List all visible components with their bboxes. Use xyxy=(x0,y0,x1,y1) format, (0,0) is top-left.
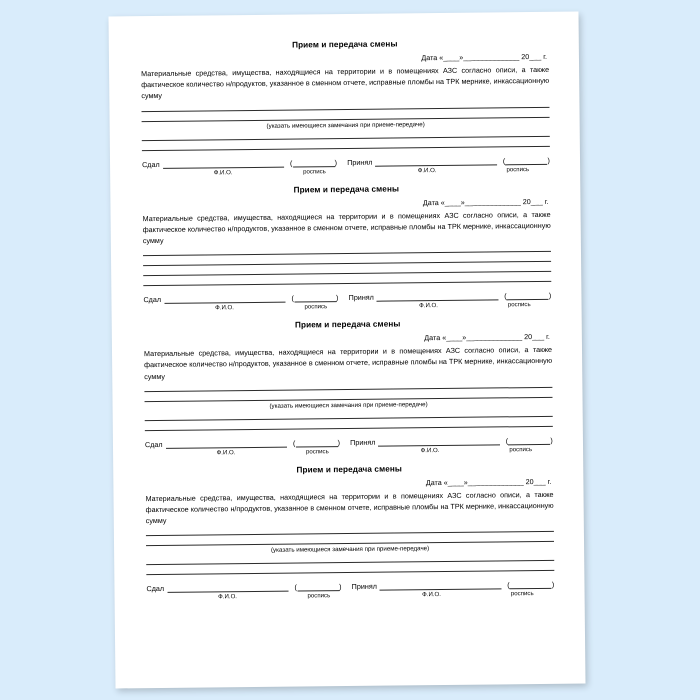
caption-fio: Ф.И.О. xyxy=(419,302,439,310)
received-label: Принял xyxy=(348,292,374,303)
handed-label: Сдал xyxy=(146,584,165,594)
caption-sign: роспись xyxy=(304,303,328,311)
handed-label: Сдал xyxy=(144,439,163,449)
notes-line[interactable] xyxy=(143,271,551,276)
shift-handover-block xyxy=(145,463,554,602)
shift-handover-block xyxy=(141,38,550,177)
notes-line[interactable] xyxy=(144,387,552,392)
received-name-field[interactable] xyxy=(380,582,501,591)
received-name-field[interactable] xyxy=(377,293,498,302)
caption-fio: Ф.И.О. xyxy=(420,446,440,455)
shift-handover-block xyxy=(144,318,553,457)
caption-fio: Ф.И.О. xyxy=(216,449,236,457)
handed-sign-field[interactable]: ( ) xyxy=(294,582,342,593)
caption-fio: Ф.И.О. xyxy=(213,168,233,176)
received-sign-field[interactable]: ( ) xyxy=(504,291,552,301)
caption-sign: роспись xyxy=(307,592,331,600)
received-sign-field[interactable]: ( ) xyxy=(507,580,555,590)
notes-line[interactable] xyxy=(146,531,554,536)
received-label: Принял xyxy=(347,157,373,167)
caption-sign: роспись xyxy=(506,165,530,173)
notes-line[interactable] xyxy=(143,281,551,286)
block-body-text: Материальные средства, имущества, находящиеся на территории и в помещениях АЗС согласно описи, а также фактическое количество н/продуктов, указанное в сменном отчете, исправные пломбы на ТРК мернике, инкассационную сумму xyxy=(142,209,551,246)
received-name-field[interactable] xyxy=(375,157,496,166)
handed-label: Сдал xyxy=(143,295,162,305)
handed-name-field[interactable] xyxy=(164,295,285,304)
handed-name-field[interactable] xyxy=(166,439,287,448)
document-page xyxy=(108,12,585,689)
received-sign-field[interactable]: ( ) xyxy=(505,435,554,446)
notes-lines xyxy=(143,251,551,286)
notes-hint: (указать имеющиеся замечания при приеме-передаче) xyxy=(266,120,425,130)
date-line: Дата «____»______________ 20___ г. xyxy=(421,51,547,63)
received-label: Принял xyxy=(351,582,377,592)
notes-line[interactable] xyxy=(146,560,554,565)
block-body-text: Материальные средства, имущества, находящиеся на территории и в помещениях АЗС согласно описи, а также фактическое количество н/продуктов, указанное в сменном отчете, исправные пломбы на ТРК мернике, инкассационную сумму xyxy=(141,64,550,101)
handed-label: Сдал xyxy=(141,159,160,169)
handed-sign-field[interactable]: ( ) xyxy=(292,437,341,448)
handed-name-field[interactable] xyxy=(163,159,284,168)
notes-line[interactable] xyxy=(145,426,553,431)
notes-lines-extra xyxy=(142,135,550,150)
notes-hint: (указать имеющиеся замечания при приеме-передаче) xyxy=(270,545,430,555)
notes-line[interactable] xyxy=(143,261,551,266)
notes-line[interactable] xyxy=(142,145,550,150)
shift-handover-block xyxy=(142,182,551,312)
handed-sign-field[interactable]: ( ) xyxy=(289,157,338,168)
caption-fio: Ф.И.О. xyxy=(422,591,442,599)
handed-sign-field[interactable]: ( ) xyxy=(291,293,339,303)
handed-name-field[interactable] xyxy=(167,584,288,593)
caption-sign: роспись xyxy=(509,445,533,454)
notes-line[interactable] xyxy=(146,570,554,575)
date-line: Дата «____»______________ 20___ г. xyxy=(424,332,550,343)
caption-fio: Ф.И.О. xyxy=(218,593,238,601)
block-title: Прием и передача смены xyxy=(292,39,398,50)
document-content xyxy=(141,38,556,678)
notes-hint: (указать имеющиеся замечания при приеме-передаче) xyxy=(269,400,428,410)
notes-line[interactable] xyxy=(143,251,551,256)
block-body-text: Материальные средства, имущества, находящиеся на территории и в помещениях АЗС согласно описи, а также фактическое количество н/продуктов, указанное в сменном отчете, исправные пломбы на ТРК мернике, инкассационную сумму xyxy=(143,345,553,381)
date-line: Дата «____»______________ 20___ г. xyxy=(422,196,549,207)
received-name-field[interactable] xyxy=(378,437,499,446)
caption-fio: Ф.И.О. xyxy=(417,166,437,174)
notes-lines-extra xyxy=(145,416,553,431)
block-title: Прием и передача смены xyxy=(296,464,403,475)
caption-sign: роспись xyxy=(305,448,329,456)
received-label: Принял xyxy=(350,437,376,447)
date-line: Дата «____»______________ 20___ г. xyxy=(425,476,552,488)
received-sign-field[interactable]: ( ) xyxy=(502,155,551,165)
notes-line[interactable] xyxy=(141,106,549,111)
caption-sign: роспись xyxy=(510,590,534,598)
block-title: Прием и передача смены xyxy=(293,184,400,195)
caption-sign: роспись xyxy=(507,301,531,309)
notes-lines-extra xyxy=(146,560,554,575)
caption-fio: Ф.И.О. xyxy=(215,304,235,312)
caption-sign: роспись xyxy=(303,167,326,176)
notes-line[interactable] xyxy=(145,416,553,421)
block-title: Прием и передача смены xyxy=(294,319,401,330)
block-body-text: Материальные средства, имущества, находящиеся на территории и в помещениях АЗС согласно описи, а также фактическое количество н/продуктов, указанное в сменном отчете, исправные пломбы на ТРК мернике, инкассационную сумму xyxy=(145,489,554,526)
notes-line[interactable] xyxy=(142,135,550,140)
